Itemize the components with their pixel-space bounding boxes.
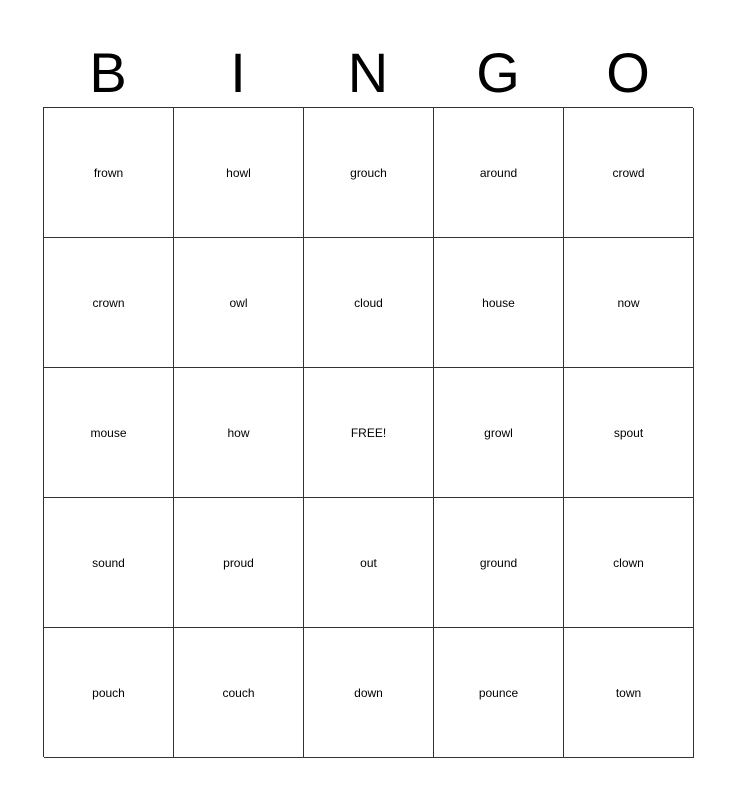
bingo-cell-r2-c5[interactable]: now bbox=[564, 238, 694, 368]
bingo-cell-r3-c1[interactable]: mouse bbox=[44, 368, 174, 498]
bingo-cell-r1-c1[interactable]: frown bbox=[44, 108, 174, 238]
bingo-cell-r3-c5[interactable]: spout bbox=[564, 368, 694, 498]
bingo-header bbox=[43, 40, 693, 106]
bingo-cell-r3-c2[interactable]: how bbox=[174, 368, 304, 498]
header-letter-o: O bbox=[606, 41, 650, 104]
bingo-cell-r1-c3[interactable]: grouch bbox=[304, 108, 434, 238]
header-letter-i: I bbox=[230, 41, 246, 104]
bingo-cell-r4-c5[interactable]: clown bbox=[564, 498, 694, 628]
header-letter-n: N bbox=[347, 41, 389, 104]
bingo-cell-r2-c1[interactable]: crown bbox=[44, 238, 174, 368]
bingo-cell-r5-c2[interactable]: couch bbox=[174, 628, 304, 758]
bingo-cell-r5-c3[interactable]: down bbox=[304, 628, 434, 758]
bingo-cell-r4-c4[interactable]: ground bbox=[434, 498, 564, 628]
free-space-cell[interactable]: FREE! bbox=[304, 368, 434, 498]
bingo-cell-r1-c2[interactable]: howl bbox=[174, 108, 304, 238]
bingo-cell-r4-c2[interactable]: proud bbox=[174, 498, 304, 628]
bingo-cell-r4-c3[interactable]: out bbox=[304, 498, 434, 628]
bingo-board bbox=[43, 107, 693, 757]
bingo-cell-r2-c3[interactable]: cloud bbox=[304, 238, 434, 368]
bingo-cell-r5-c1[interactable]: pouch bbox=[44, 628, 174, 758]
bingo-cell-r1-c5[interactable]: crowd bbox=[564, 108, 694, 238]
bingo-cell-r1-c4[interactable]: around bbox=[434, 108, 564, 238]
header-letter-b: B bbox=[89, 41, 127, 104]
bingo-cell-r2-c4[interactable]: house bbox=[434, 238, 564, 368]
bingo-cell-r3-c4[interactable]: growl bbox=[434, 368, 564, 498]
bingo-cell-r5-c5[interactable]: town bbox=[564, 628, 694, 758]
header-letter-g: G bbox=[476, 41, 520, 104]
bingo-cell-r2-c2[interactable]: owl bbox=[174, 238, 304, 368]
bingo-cell-r5-c4[interactable]: pounce bbox=[434, 628, 564, 758]
bingo-cell-r4-c1[interactable]: sound bbox=[44, 498, 174, 628]
